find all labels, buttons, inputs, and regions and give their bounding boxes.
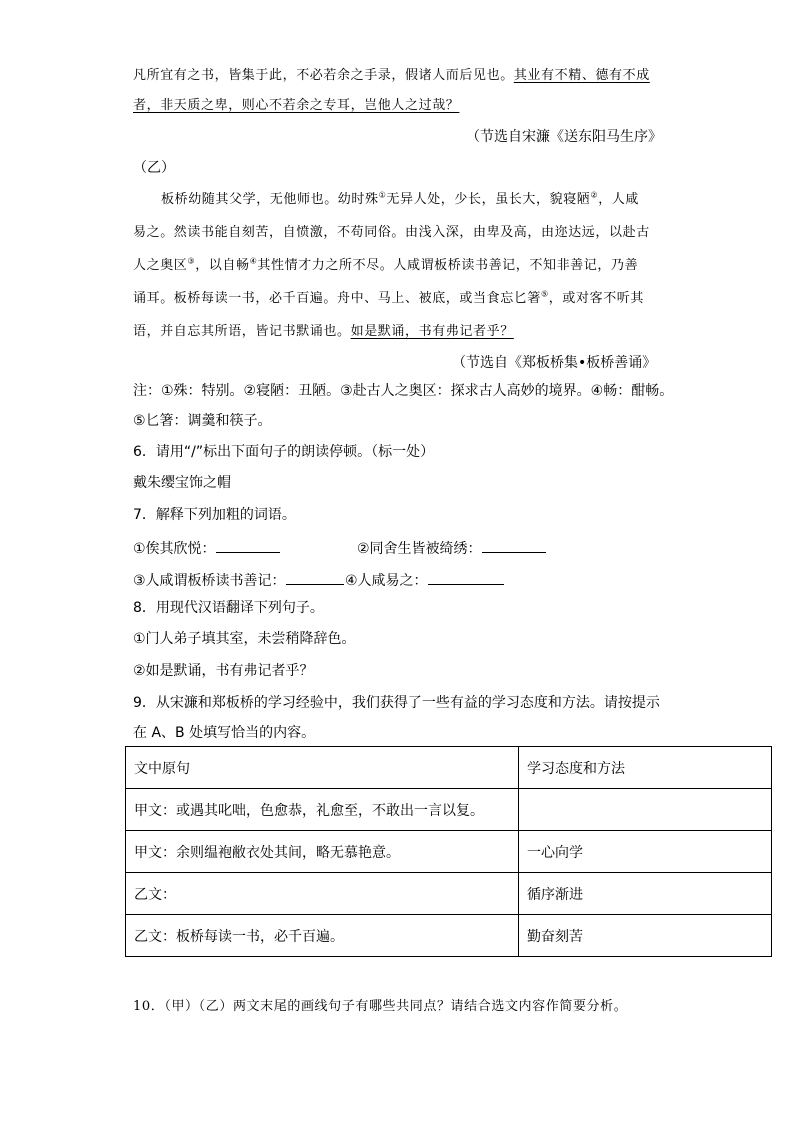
answer-blank-7-4[interactable]: [428, 569, 504, 585]
footnote-marker-1: ①: [378, 190, 387, 200]
passage-a-underlined-sentence-part-2: 者，非天质之卑，则心不若余之专耳，岂他人之过哉？: [133, 98, 460, 113]
footnote-marker-5: ⑤: [541, 289, 549, 299]
passage-b-text: 人之奥区: [133, 258, 188, 273]
passage-a-underlined-sentence-part-1: 其业有不精、德有不成: [513, 68, 650, 83]
question-7-item-1: [133, 537, 280, 559]
footnote-marker-3: ③: [187, 256, 196, 266]
passage-b-source: （节选自《郑板桥集•板桥善诵》: [452, 355, 657, 371]
question-7-item-1-label: ①俟其欣悦：: [133, 541, 216, 557]
question-8-item-1: ①门人弟子填其室，未尝稍降辞色。: [133, 631, 356, 647]
table-cell-method: 一心向学: [519, 831, 772, 873]
passage-b-text: ，以自畅: [195, 258, 250, 273]
question-6-sentence: 戴朱缨宝饰之帽: [133, 475, 231, 491]
passage-b-label: （乙）: [133, 160, 175, 176]
passage-b-text: 语，并自忘其所语，皆记书默诵也。: [133, 324, 351, 339]
table-row: [126, 915, 772, 957]
passage-b-line-4: [133, 289, 644, 309]
passage-b-text: 无异人处，少长，虽长大，貌寝陋: [386, 192, 591, 207]
annotation-notes-line-2: ⑤匕箸：调羹和筷子。: [133, 413, 272, 429]
answer-blank-7-1[interactable]: [216, 537, 280, 553]
table-cell-method: 勤奋刻苦: [519, 915, 772, 957]
question-9-table: [125, 746, 772, 957]
table-header-row: [126, 747, 772, 789]
table-row: [126, 831, 772, 873]
footnote-marker-4: ④: [249, 256, 258, 266]
answer-blank-7-3[interactable]: [286, 569, 344, 585]
passage-a-source: （节选自宋濂《送东阳马生序》: [466, 129, 662, 145]
question-7-prompt: 7．解释下列加粗的词语。: [133, 507, 296, 523]
table-cell-original-sentence: 甲文：或遇其叱咄，色愈恭，礼愈至，不敢出一言以复。: [126, 789, 519, 831]
table-cell-answer-blank-a[interactable]: [519, 789, 772, 831]
question-8-prompt: 8．用现代汉语翻译下列句子。: [133, 600, 324, 616]
question-6-prompt: 6．请用“/”标出下面句子的朗读停顿。（标一处）: [133, 444, 435, 460]
table-cell-original-sentence: 乙文：板桥每读一书，必千百遍。: [126, 915, 519, 957]
passage-a-line-1: [133, 66, 650, 86]
passage-b-text: 其性情才力之所不尽。人咸谓板桥读书善记，不知非善记，乃善: [257, 258, 639, 273]
table-row: [126, 873, 772, 915]
table-header-cell: 学习态度和方法: [519, 747, 772, 789]
passage-a-line-2: [133, 96, 459, 116]
table-row: [126, 789, 772, 831]
table-header-cell: 文中原句: [126, 747, 519, 789]
passage-b-line-5: [133, 322, 514, 342]
passage-b-underlined-sentence: 如是默诵，书有弗记者乎？: [350, 324, 514, 339]
table-cell-original-sentence: 甲文：余则缊袍敝衣处其间，略无慕艳意。: [126, 831, 519, 873]
passage-b-line-2: 易之。然读书能自刻苦，自愤激，不苟同俗。由浅入深，由卑及高，由迩达远，以赴古: [133, 225, 650, 240]
passage-b-text: ，人咸: [598, 192, 639, 207]
question-7-item-3: [133, 569, 344, 591]
table-cell-method: 循序渐进: [519, 873, 772, 915]
table-cell-answer-blank-b[interactable]: 乙文：: [126, 873, 519, 915]
question-7-item-4-label: ④人咸易之：: [345, 573, 428, 589]
answer-blank-7-2[interactable]: [482, 537, 546, 553]
question-7-item-3-label: ③人咸谓板桥读书善记：: [133, 573, 286, 589]
question-7-item-2-label: ②同舍生皆被绮绣：: [357, 541, 482, 557]
question-9-prompt-line-1: 9．从宋濂和郑板桥的学习经验中，我们获得了一些有益的学习态度和方法。请按提示: [133, 695, 660, 711]
question-7-item-2: [357, 537, 546, 559]
question-9-prompt-line-2: 在 A、B 处填写恰当的内容。: [133, 725, 316, 741]
footnote-marker-2: ②: [590, 190, 599, 200]
passage-b-line-3: [133, 256, 638, 276]
question-7-item-4: [345, 569, 504, 591]
passage-b-text: 诵耳。板桥每读一书，必千百遍。舟中、马上、被底，或当食忘匕箸: [133, 291, 542, 306]
passage-b-text: ，或对客不听其: [548, 291, 644, 306]
question-8-item-2: ②如是默诵，书有弗记者乎？: [133, 663, 314, 679]
passage-a-text: 凡所宜有之书，皆集于此，不必若余之手录，假诸人而后见也。: [133, 68, 514, 83]
annotation-notes-line-1: 注：①殊：特别。②寝陋：丑陋。③赴古人之奥区：探求古人高妙的境界。④畅：酣畅。: [133, 383, 674, 399]
passage-b-text: 板桥幼随其父学，无他师也。幼时殊: [161, 192, 379, 207]
question-10-prompt: 10．（甲）（乙）两文末尾的画线句子有哪些共同点？请结合选文内容作简要分析。: [133, 999, 628, 1014]
passage-b-line-1: [161, 190, 639, 210]
